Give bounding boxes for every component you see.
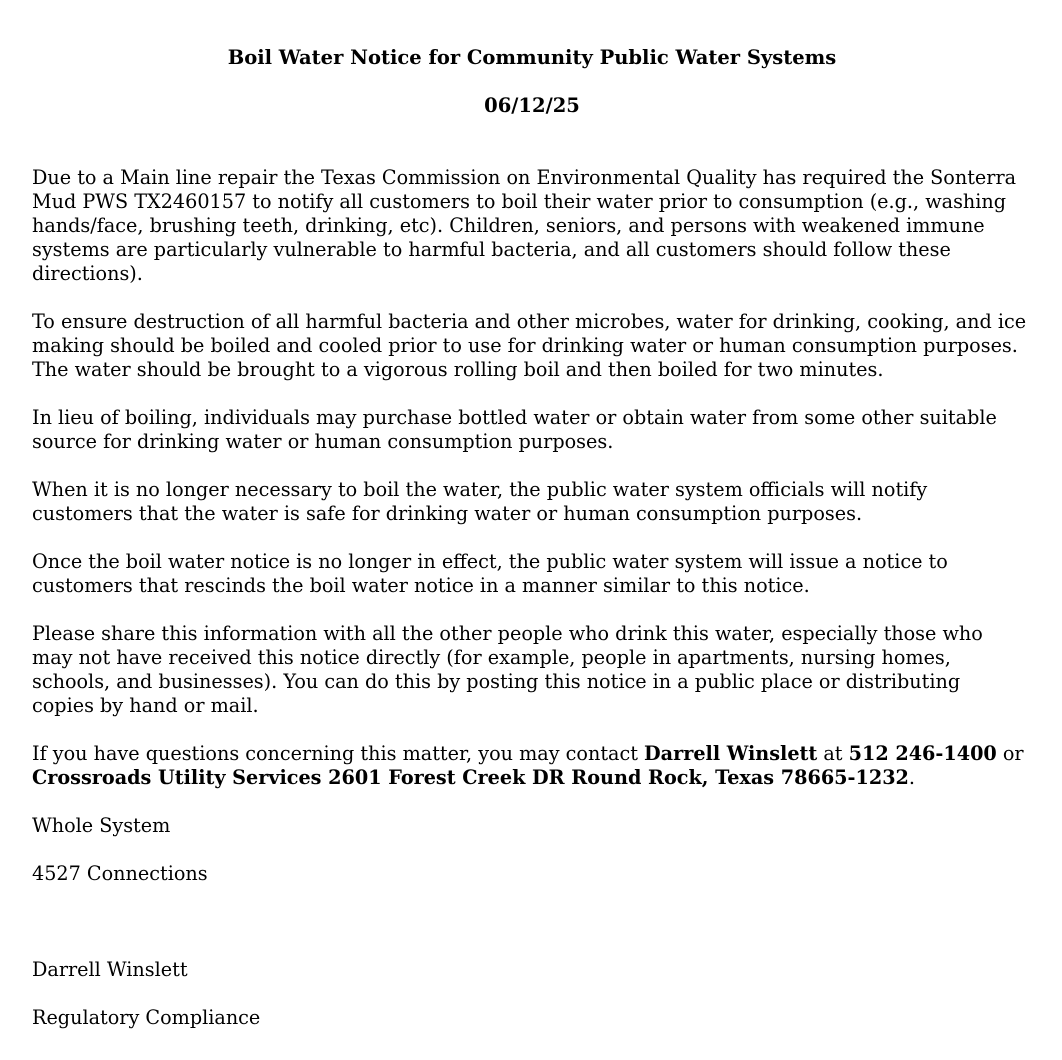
signature-name: Darrell Winslett <box>32 958 188 981</box>
affected-connections: 4527 Connections <box>32 862 208 885</box>
contact-at: at <box>817 742 849 765</box>
affected-scope: Whole System <box>32 814 171 837</box>
paragraph-rescind: Once the boil water notice is no longer in effect, the public water system will issue a notice to customers that rescinds the boil water notice in a manner similar to this notice. <box>32 550 948 597</box>
signature-title: Regulatory Compliance <box>32 1006 261 1029</box>
paragraph-bottled-water: In lieu of boiling, individuals may purchase bottled water or obtain water from some other suitable source for drinking water or human consumption purposes. <box>32 406 997 453</box>
contact-or: or <box>996 742 1024 765</box>
contact-phone: 512 246-1400 <box>848 742 997 765</box>
notice-title: Boil Water Notice for Community Public Water Systems <box>227 46 837 69</box>
notice-date: 06/12/25 <box>484 94 580 117</box>
contact-name: Darrell Winslett <box>644 742 818 765</box>
contact-end: . <box>908 766 915 789</box>
contact-intro: If you have questions concerning this matter, you may contact <box>32 742 645 765</box>
paragraph-requirement: Due to a Main line repair the Texas Commission on Environmental Quality has required the Sonterra Mud PWS TX2460157 to notify all customers to boil their water prior to consumption (e.g., washing hands/face, brushing teeth, drinking, etc). Children, seniors, and persons with weakened immune systems are particularly vulnerable to harmful bacteria, and all customers should follow these directions). <box>32 166 1017 285</box>
paragraph-boiling-instructions: To ensure destruction of all harmful bacteria and other microbes, water for drinking, cooking, and ice making should be boiled and cooled prior to use for drinking water or human consumption purposes. The water should be brought to a vigorous rolling boil and then boiled for two minutes. <box>32 310 1027 381</box>
notice-body <box>32 166 1027 1054</box>
paragraph-contact <box>32 742 1027 790</box>
signature-spacer <box>32 910 1027 958</box>
paragraph-notification: When it is no longer necessary to boil the water, the public water system officials will notify customers that the water is safe for drinking water or human consumption purposes. <box>32 478 928 525</box>
paragraph-share-information: Please share this information with all the other people who drink this water, especially those who may not have received this notice directly (for example, people in apartments, nursing homes, schools, and businesses). You can do this by posting this notice in a public place or distributing copies by hand or mail. <box>32 622 983 717</box>
contact-address: Crossroads Utility Services 2601 Forest Creek DR Round Rock, Texas 78665-1232 <box>32 766 909 789</box>
